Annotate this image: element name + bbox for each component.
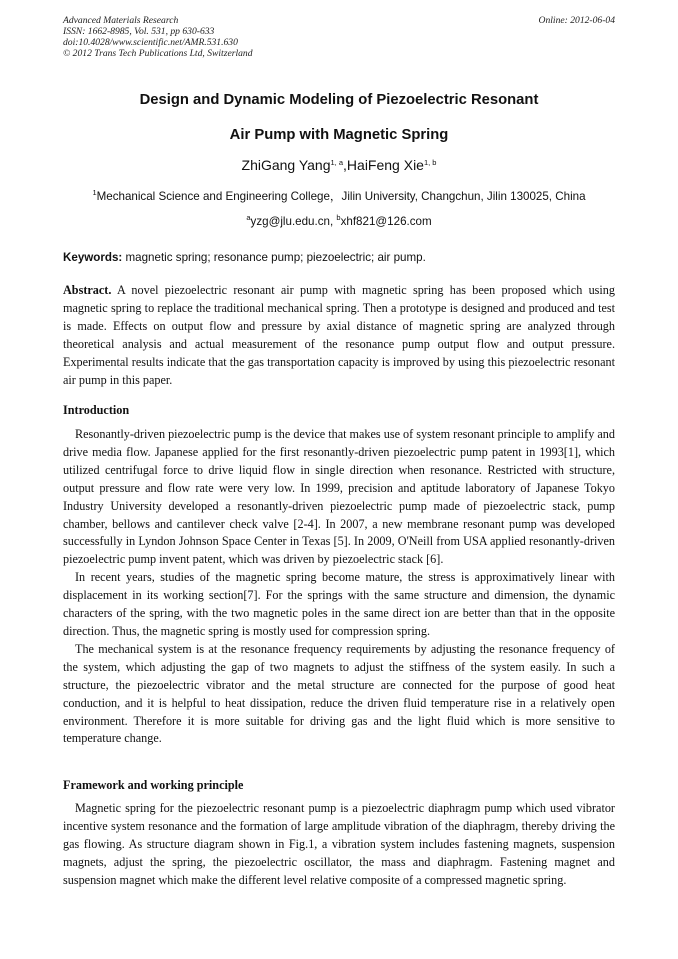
issn-line: ISSN: 1662-8985, Vol. 531, pp 630-633	[63, 26, 215, 37]
introduction-paragraph-1: Resonantly-driven piezoelectric pump is the device that makes use of system resonant principle to amplify and drive media flow. Japanese applied for the first resonantly-driven piezoelectric pump patent in 1993[1], which utilized centrifugal force to drive liquid flow in single direction when resonance. Restricted with structure, output pressure and flow rate were very low. In 1999, precision and aptitude laboratory of Japanese Tokyo Industry University developed a resonantly-driven piezoelectric pump made of piezoelectric stack, pump chamber, bellows and cantilever check valve [2-4]. In 2007, a new membrane resonant pump was developed successfully in Lyndon Johnson Space Center in Texas [5]. In 2009, O'Neill from USA applied resonantly-driven piezoelectric pump invent patent, which was driven by piezoelectric stack [6].	[63, 427, 615, 567]
author-2-affil-mark: 1, b	[423, 158, 437, 167]
keywords-label: Keywords:	[63, 251, 123, 264]
framework-paragraph-1: Magnetic spring for the piezoelectric resonant pump is a piezoelectric diaphragm pump which used vibrator incentive system resonance and the formation of large amplitude vibration of the diaphragm, thereby driving the gas flowing. As structure diagram shown in Fig.1, a vibration system includes fastening magnets, suspension magnets, adjust the spring, the piezoelectric oscillator, the mass and diaphragm. Fastening magnet and suspension magnet which make the different level relative composite of a compressed magnetic spring.	[63, 801, 615, 887]
paper-title-line-2: Air Pump with Magnetic Spring	[229, 127, 449, 143]
email-line	[63, 215, 615, 228]
introduction-body	[63, 426, 615, 748]
affiliation-mark: 1	[92, 188, 97, 197]
abstract	[63, 282, 615, 389]
framework-body	[63, 800, 615, 890]
email-a-mark: a	[246, 213, 251, 222]
author-1-name: ZhiGang Yang	[241, 157, 331, 173]
email-b: xhf821@126.com	[340, 215, 432, 228]
author-1-affil-mark: 1, a	[330, 158, 344, 167]
online-date: Online: 2012-06-04	[538, 15, 615, 26]
author-line	[63, 157, 615, 173]
abstract-label: Abstract.	[63, 283, 112, 297]
doi-line: doi:10.4028/www.scientific.net/AMR.531.630	[63, 37, 238, 48]
email-b-mark: b	[336, 213, 341, 222]
section-heading-framework: Framework and working principle	[63, 778, 244, 792]
journal-name: Advanced Materials Research	[63, 15, 179, 26]
copyright-line: © 2012 Trans Tech Publications Ltd, Switzerland	[63, 48, 253, 59]
abstract-paragraph	[63, 282, 615, 389]
keywords	[63, 251, 615, 264]
journal-header	[63, 15, 615, 59]
email-a: yzg@jlu.edu.cn,	[250, 215, 337, 228]
keywords-text: magnetic spring; resonance pump; piezoelectric; air pump.	[122, 251, 426, 264]
section-heading-introduction: Introduction	[63, 403, 130, 417]
affiliation	[63, 188, 615, 204]
author-2-name: HaiFeng Xie	[346, 157, 424, 173]
author-separator: ,	[343, 157, 347, 173]
introduction-paragraph-3: The mechanical system is at the resonance frequency requirements by adjusting the resonance frequency of the system, which adjusting the gap of two magnets to adjust the stiffness of the system easily. In such a structure, the piezoelectric vibrator and the metal structure are connected for the purpose of good heat conduction, and it is helpful to heat dissipation, reduce the driven fluid temperature rise in a relatively open environment. Therefore it is more suitable for driving gas and the light fluid which is more sensitive to temperature change.	[63, 641, 615, 746]
introduction-paragraph-2: In recent years, studies of the magnetic spring become mature, the stress is approximatively linear with displacement in its working section[7]. For the springs with the same structure and dimension, the dynamic characters of the spring, with the two magnetic poles in the same direct ion are better than that in the opposite direction. Thus, the magnetic spring is mostly used for compression spring.	[63, 570, 615, 638]
abstract-text: A novel piezoelectric resonant air pump with magnetic spring has been proposed which using magnetic spring to replace the traditional mechanical spring. Then a prototype is designed and produced and test is made. Effects on output flow and pressure by axial distance of magnetic spring are analyzed through theoretical analysis and actual measurement of the resonance pump output flow and output pressure. Experimental results indicate that the gas transportation capacity is improved by using this piezoelectric resonant air pump in this paper.	[63, 283, 615, 387]
affiliation-text: Mechanical Science and Engineering College，Jilin University, Changchun, Jilin 130025, China	[96, 190, 586, 203]
paper-title-line-1: Design and Dynamic Modeling of Piezoelectric Resonant	[139, 92, 539, 108]
